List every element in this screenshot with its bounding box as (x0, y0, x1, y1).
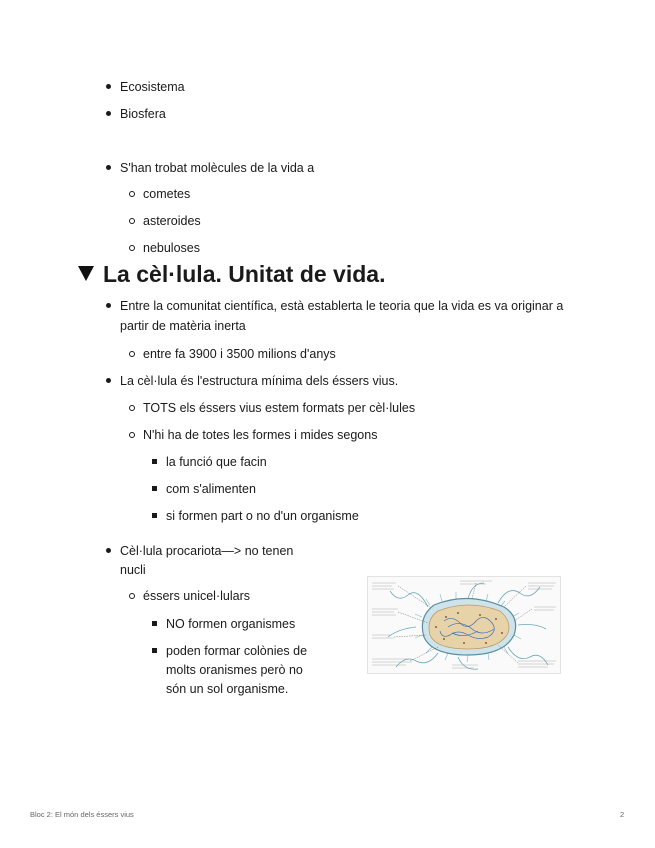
list-item: la funció que facin (166, 455, 267, 469)
bullet-icon (152, 621, 157, 626)
footer-title: Bloc 2: El món dels éssers vius (30, 810, 134, 819)
disclosure-triangle-down-icon[interactable] (78, 266, 94, 281)
list-item: TOTS els éssers vius estem formats per cèl·lules (143, 401, 416, 415)
bullet-icon (129, 245, 135, 251)
bullet-icon (106, 165, 111, 170)
list-item: entre fa 3900 i 3500 milions d'anys (143, 347, 336, 361)
bullet-icon (129, 191, 135, 197)
bullet-icon (106, 111, 111, 116)
bullet-icon (152, 486, 157, 491)
bullet-icon (129, 351, 135, 357)
list-item: com s'alimenten (166, 482, 256, 496)
bullet-icon (106, 84, 111, 89)
page-number: 2 (620, 810, 625, 819)
list-item: Ecosistema (120, 80, 185, 94)
bullet-icon (152, 459, 157, 464)
list-item: nebuloses (143, 241, 200, 255)
list-item: La cèl·lula és l'estructura mínima dels éssers vius. (120, 374, 399, 388)
list-item: Entre la comunitat científica, està establerta le teoria que la vida es va originar a (120, 299, 564, 313)
section-heading[interactable] (78, 259, 385, 289)
list-item-continuation: nucli (120, 563, 146, 577)
list-item: Cèl·lula procariota—> no tenen (120, 544, 294, 558)
bullet-icon (129, 593, 135, 599)
list-item: asteroides (143, 214, 201, 228)
list-item: cometes (143, 187, 191, 201)
bullet-icon (152, 513, 157, 518)
bullet-icon (129, 218, 135, 224)
bullet-icon (106, 303, 111, 308)
list-item-continuation: molts oranismes però no (166, 663, 303, 677)
list-item: poden formar colònies de (166, 644, 308, 658)
prokaryotic-cell-icon (368, 577, 560, 673)
bullet-icon (152, 648, 157, 653)
list-item: Biosfera (120, 107, 166, 121)
bullet-icon (106, 378, 111, 383)
list-item: éssers unicel·lulars (143, 589, 250, 603)
bullet-icon (129, 405, 135, 411)
list-item-continuation: partir de matèria inerta (120, 319, 246, 333)
list-item: N'hi ha de totes les formes i mides segons (143, 428, 378, 442)
bullet-icon (129, 432, 135, 438)
list-item: S'han trobat molècules de la vida a (120, 161, 315, 175)
list-item: si formen part o no d'un organisme (166, 509, 359, 523)
section-heading-text: La cèl·lula. Unitat de vida. (103, 261, 386, 287)
list-item: NO formen organismes (166, 617, 296, 631)
bullet-icon (106, 548, 111, 553)
list-item-continuation: són un sol organisme. (166, 682, 289, 696)
prokaryotic-cell-illustration (367, 576, 561, 674)
